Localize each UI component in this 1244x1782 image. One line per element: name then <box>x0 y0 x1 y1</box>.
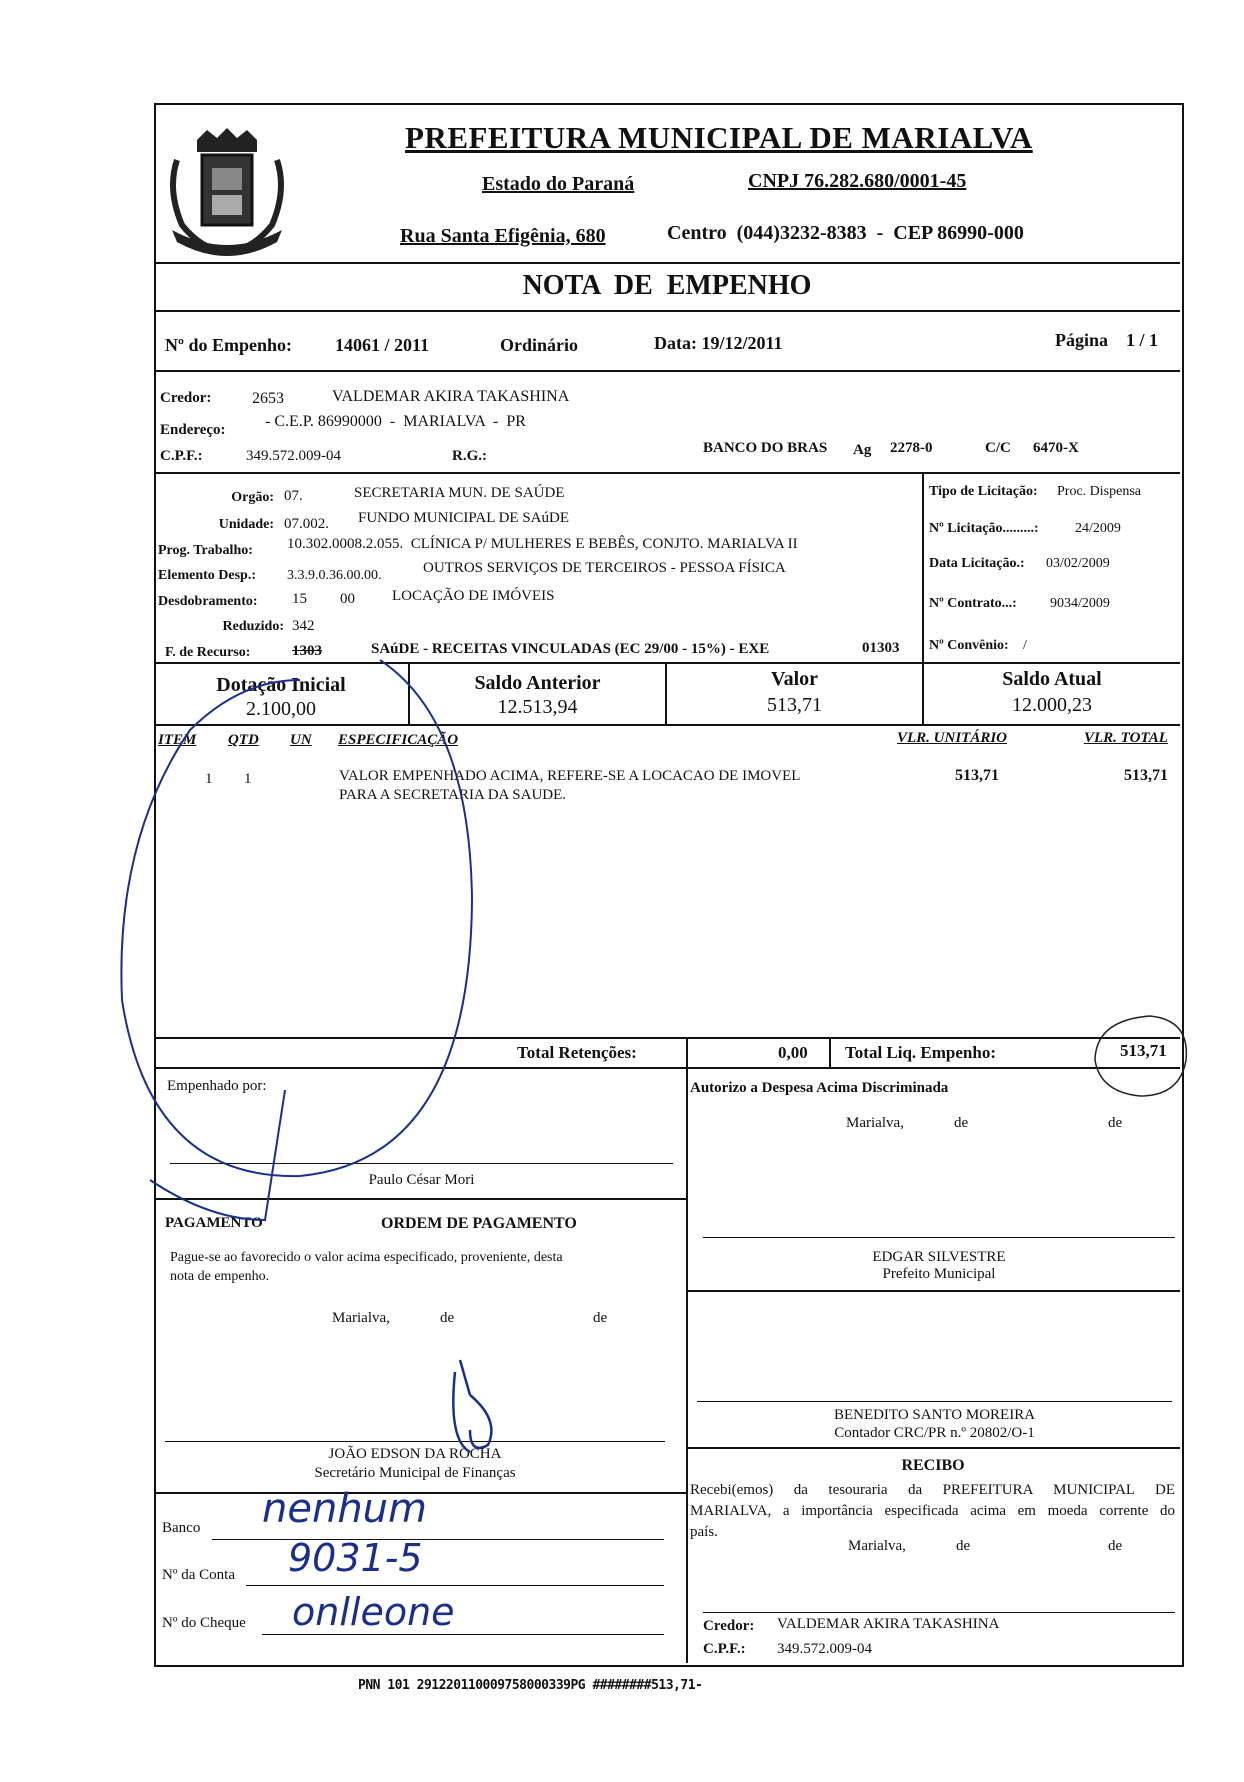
footer-code: PNN 101 291220110009758000339PG ########513,71- <box>358 1678 703 1693</box>
endereco-label: Endereço: <box>160 422 226 438</box>
signature-mark <box>453 1360 491 1452</box>
credor-label: Credor: <box>160 390 212 406</box>
prefeito-name: EDGAR SILVESTRE <box>872 1249 1006 1265</box>
recibo-credor-label: Credor: <box>703 1618 755 1634</box>
recibo-text-2: MARIALVA, a importância especificada acima em moeda corrente do <box>690 1503 1175 1519</box>
saldo-anterior-value: 12.513,94 <box>497 696 578 718</box>
col-item: ITEM <box>158 732 197 748</box>
contrato-label: Nº Contrato...: <box>929 596 1017 611</box>
doc-title: NOTA DE EMPENHO <box>522 270 812 301</box>
address-label: Rua Santa Efigênia, 680 <box>400 225 606 247</box>
credor-code: 2653 <box>252 390 284 407</box>
prog-label: Prog. Trabalho: <box>158 543 253 558</box>
pagamento-label: PAGAMENTO <box>165 1215 263 1231</box>
recurso-number: 01303 <box>862 640 900 656</box>
col-unit-value: VLR. UNITÁRIO <box>897 730 1008 746</box>
cc-label: C/C <box>985 440 1011 456</box>
cpf-label: C.P.F.: <box>160 448 203 464</box>
empenhado-signer: Paulo César Mori <box>368 1172 475 1188</box>
pagamento-city: Marialva, <box>332 1310 390 1326</box>
page-label: Página <box>1055 330 1109 350</box>
recurso-code: 1303 <box>292 643 322 659</box>
saldo-anterior-label: Saldo Anterior <box>474 672 601 694</box>
elemento-value: OUTROS SERVIÇOS DE TERCEIROS - PESSOA FÍSICA <box>423 560 786 576</box>
ordem-pagamento-title: ORDEM DE PAGAMENTO <box>381 1215 577 1232</box>
check-stroke <box>150 1090 285 1220</box>
orgao-code: 07. <box>284 488 303 504</box>
item-desc-line1: VALOR EMPENHADO ACIMA, REFERE-SE A LOCACAO DE IMOVEL <box>339 768 801 784</box>
contact-label: Centro (044)3232-8383 - CEP 86990-000 <box>667 222 1024 244</box>
page-number: 1 / 1 <box>1126 330 1159 350</box>
desdobramento-label: Desdobramento: <box>158 594 258 609</box>
cpf-value: 349.572.009-04 <box>246 448 341 464</box>
conta-field-label: Nº da Conta <box>162 1567 235 1583</box>
recibo-city: Marialva, <box>848 1538 906 1554</box>
elemento-code: 3.3.9.0.36.00.00. <box>287 568 382 583</box>
empenho-number: 14061 / 2011 <box>335 335 430 355</box>
banco-handwritten: nenhum <box>262 1486 427 1532</box>
liquido-label: Total Liq. Empenho: <box>845 1043 996 1062</box>
reduzido-label: Reduzido: <box>222 619 284 634</box>
prog-value: 10.302.0008.2.055. CLÍNICA P/ MULHERES E BEBÊS, CONJTO. MARIALVA II <box>287 536 798 552</box>
unidade-code: 07.002. <box>284 516 329 532</box>
licitacao-num-label: Nº Licitação.........: <box>929 521 1039 536</box>
reduzido-value: 342 <box>292 618 315 634</box>
contador-name: BENEDITO SANTO MOREIRA <box>833 1407 1036 1423</box>
saldo-atual-label: Saldo Atual <box>1002 668 1102 690</box>
state-label: Estado do Paraná <box>482 173 635 195</box>
recibo-de2: de <box>1108 1538 1123 1554</box>
cheque-field-label: Nº do Cheque <box>162 1615 246 1631</box>
item-total-value: 513,71 <box>1124 767 1168 784</box>
empenho-date: Data: 19/12/2011 <box>654 333 783 353</box>
pagamento-text-1: Pague-se ao favorecido o valor acima especificado, proveniente, desta <box>170 1250 563 1265</box>
licitacao-type-value: Proc. Dispensa <box>1057 484 1141 499</box>
cc-value: 6470-X <box>1033 440 1079 456</box>
licitacao-num-value: 24/2009 <box>1075 521 1121 536</box>
licitacao-type-label: Tipo de Licitação: <box>929 484 1038 499</box>
col-qtd: QTD <box>228 732 259 748</box>
conta-handwritten: 9031-5 <box>288 1536 423 1580</box>
licitacao-date-value: 03/02/2009 <box>1046 556 1110 571</box>
prefeito-role: Prefeito Municipal <box>882 1266 996 1282</box>
retencoes-label: Total Retenções: <box>517 1043 637 1062</box>
item-number: 1 <box>205 771 213 787</box>
financas-role: Secretário Municipal de Finanças <box>314 1465 516 1481</box>
dotacao-value: 2.100,00 <box>246 698 316 720</box>
total-circle-mark <box>1095 1016 1186 1096</box>
retencoes-value: 0,00 <box>778 1043 808 1062</box>
recurso-value: SAúDE - RECEITAS VINCULADAS (EC 29/00 - 15%) - EXE <box>371 641 770 657</box>
desdobramento-value: LOCAÇÃO DE IMÓVEIS <box>392 588 555 604</box>
banco-name: BANCO DO BRAS <box>703 440 828 456</box>
recibo-text-1: Recebi(emos) da tesouraria da PREFEITURA MUNICIPAL DE <box>690 1482 1175 1498</box>
unidade-value: FUNDO MUNICIPAL DE SAúDE <box>358 510 569 526</box>
desdobramento-a: 15 <box>292 591 307 607</box>
recibo-credor-name: VALDEMAR AKIRA TAKASHINA <box>777 1616 1000 1632</box>
convenio-value: / <box>1023 638 1027 653</box>
licitacao-date-label: Data Licitação.: <box>929 556 1025 571</box>
item-qtd: 1 <box>244 771 252 787</box>
item-unit-value: 513,71 <box>955 767 999 784</box>
convenio-label: Nº Convênio: <box>929 638 1009 653</box>
agencia-value: 2278-0 <box>890 440 933 456</box>
item-desc-line2: PARA A SECRETARIA DA SAUDE. <box>339 787 567 803</box>
banco-field-label: Banco <box>162 1520 201 1536</box>
col-especificacao: ESPECIFICAÇÃO <box>338 732 459 748</box>
desdobramento-b: 00 <box>340 591 355 607</box>
pagamento-text-2: nota de empenho. <box>170 1269 270 1284</box>
agencia-label: Ag <box>853 442 872 458</box>
unidade-label: Unidade: <box>218 517 274 532</box>
page-title: PREFEITURA MUNICIPAL DE MARIALVA <box>405 120 1033 155</box>
endereco-value: - C.E.P. 86990000 - MARIALVA - PR <box>265 413 526 430</box>
recibo-de1: de <box>956 1538 971 1554</box>
pagamento-de1: de <box>440 1310 455 1326</box>
elemento-label: Elemento Desp.: <box>158 568 256 583</box>
rg-label: R.G.: <box>452 448 487 464</box>
pagamento-de2: de <box>593 1310 608 1326</box>
recibo-text-3: país. <box>690 1524 718 1540</box>
empenhado-label: Empenhado por: <box>167 1078 267 1094</box>
approval-loop-mark <box>121 660 472 1176</box>
autorizo-de2: de <box>1108 1115 1123 1131</box>
financas-signer: JOÃO EDSON DA ROCHA <box>328 1446 502 1462</box>
empenho-number-label: Nº do Empenho: <box>165 335 292 355</box>
recurso-label: F. de Recurso: <box>165 645 251 660</box>
orgao-value: SECRETARIA MUN. DE SAÚDE <box>354 485 565 501</box>
autorizo-label: Autorizo a Despesa Acima Discriminada <box>690 1080 949 1096</box>
recibo-cpf-label: C.P.F.: <box>703 1641 746 1657</box>
recibo-cpf-value: 349.572.009-04 <box>777 1641 872 1657</box>
cnpj-label: CNPJ 76.282.680/0001-45 <box>748 170 967 192</box>
recibo-title: RECIBO <box>901 1457 965 1474</box>
dotacao-label: Dotação Inicial <box>216 674 346 696</box>
autorizo-de1: de <box>954 1115 969 1131</box>
contador-role: Contador CRC/PR n.º 20802/O-1 <box>834 1425 1035 1441</box>
col-un: UN <box>290 732 312 748</box>
valor-value: 513,71 <box>767 694 822 716</box>
col-total-value: VLR. TOTAL <box>1084 730 1168 746</box>
contrato-value: 9034/2009 <box>1050 596 1110 611</box>
valor-label: Valor <box>770 668 819 690</box>
orgao-label: Orgão: <box>231 490 274 505</box>
saldo-atual-value: 12.000,23 <box>1012 694 1092 716</box>
credor-name: VALDEMAR AKIRA TAKASHINA <box>332 388 570 405</box>
empenho-type: Ordinário <box>500 335 579 355</box>
cheque-handwritten: onlleone <box>292 1590 455 1634</box>
liquido-value: 513,71 <box>1120 1041 1167 1060</box>
autorizo-city: Marialva, <box>846 1115 904 1131</box>
